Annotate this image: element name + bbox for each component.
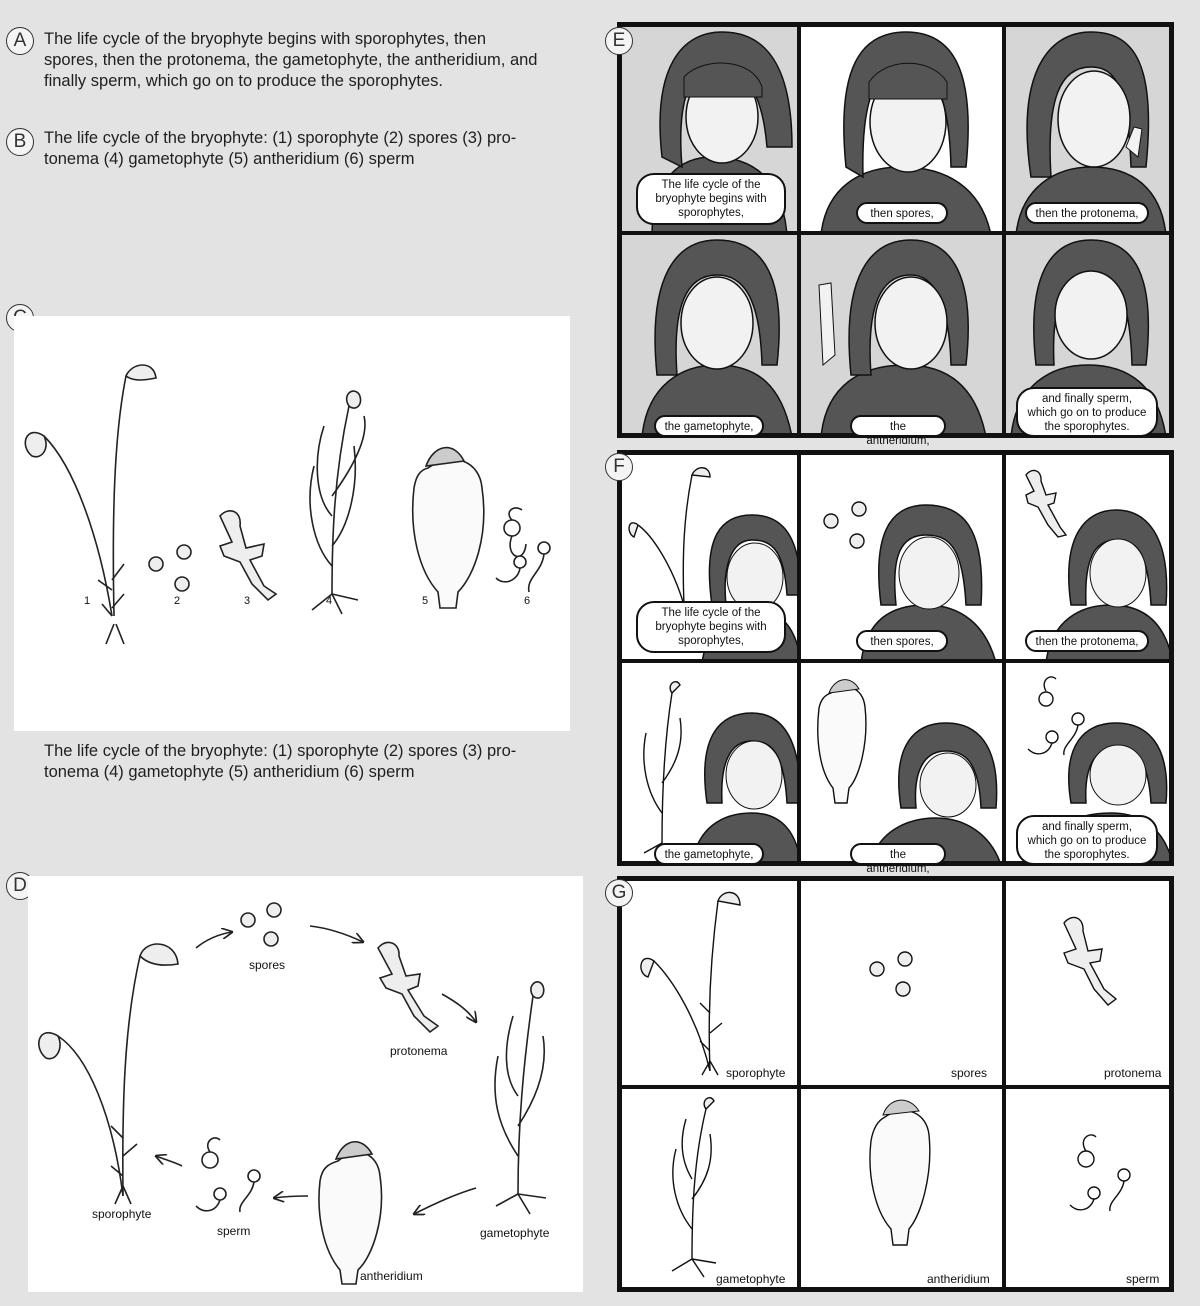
bubble-line: then the protonema, (1035, 636, 1139, 648)
presenter-figure (801, 235, 1004, 435)
label-f: F (605, 453, 633, 481)
bubble-line: then spores, (870, 636, 934, 648)
panel-f-comic (617, 450, 1174, 875)
f-cell-5 (799, 661, 1004, 863)
c-number-4: 4 (326, 595, 333, 607)
e-bubble-2 (856, 202, 948, 224)
spores-illustration (801, 881, 1004, 1087)
bubble-line: then the protonema, (1035, 208, 1139, 220)
e-cell-4 (620, 233, 799, 435)
text-a-line: finally sperm, which go on to produce the sporophytes. (44, 72, 443, 90)
d-label-gametophyte: gametophyte (480, 1226, 550, 1240)
f-bubble-2 (856, 630, 948, 652)
e-bubble-3 (1025, 202, 1149, 224)
panel-c-figure (14, 316, 570, 731)
g-cell-spores (799, 879, 1004, 1087)
label-g: G (605, 879, 633, 907)
label-a: A (6, 27, 34, 55)
g-cell-gametophyte (620, 1087, 799, 1289)
d-label-antheridium: antheridium (360, 1269, 423, 1283)
bubble-line: the antheridium, (866, 421, 930, 447)
bubble-line: sporophytes, (678, 207, 744, 219)
f-cell-4 (620, 661, 799, 863)
g-caption-antheridium: antheridium (927, 1272, 990, 1286)
g-caption-gametophyte: gametophyte (716, 1272, 786, 1286)
label-b: B (6, 128, 34, 156)
d-label-sporophyte: sporophyte (92, 1207, 152, 1221)
d-label-protonema: protonema (390, 1044, 448, 1058)
c-number-3: 3 (244, 595, 251, 607)
f-bubble-6 (1016, 815, 1158, 865)
bubble-line: bryophyte begins with (655, 621, 767, 633)
label-e: E (605, 27, 633, 55)
presenter-figure (622, 235, 799, 435)
c-number-6: 6 (524, 595, 531, 607)
text-c-line: tonema (4) gametophyte (5) antheridium (6) sperm (44, 763, 415, 781)
bubble-line: bryophyte begins with (655, 193, 767, 205)
text-a-line: spores, then the protonema, the gametophyte, the antheridium, and (44, 51, 538, 69)
c-number-2: 2 (174, 595, 181, 607)
f-bubble-5 (850, 843, 946, 875)
life-cycle-row-illustration (14, 316, 570, 731)
sporophyte-stalk (113, 376, 126, 616)
gametophyte-illustration (622, 1089, 799, 1289)
bubble-line: The life cycle of the (661, 607, 761, 619)
bubble-line: and finally sperm, (1041, 393, 1133, 405)
bubble-line: sporophytes, (678, 635, 744, 647)
d-label-spores: spores (249, 958, 286, 972)
g-caption-spores: spores (951, 1066, 988, 1080)
g-cell-protonema (1004, 879, 1171, 1087)
e-cell-5 (799, 233, 1004, 435)
antheridium-illustration (801, 1089, 1004, 1289)
f-bubble-4 (654, 843, 764, 865)
g-caption-protonema: protonema (1104, 1066, 1162, 1080)
bubble-line: the antheridium, (866, 849, 930, 875)
bubble-line: and finally sperm, (1041, 821, 1133, 833)
e-bubble-1 (636, 173, 786, 225)
sporophyte-illustration (622, 881, 799, 1087)
e-bubble-5 (850, 415, 946, 447)
bubble-line: then spores, (870, 208, 934, 220)
c-number-5: 5 (422, 595, 429, 607)
text-c (44, 741, 516, 783)
protonema-illustration (1006, 881, 1171, 1087)
bubble-line: The life cycle of the (661, 179, 761, 191)
panel-g-comic (617, 876, 1174, 1292)
text-b-line: tonema (4) gametophyte (5) antheridium (6) sperm (44, 150, 415, 168)
g-caption-sperm: sperm (1126, 1272, 1160, 1286)
presenter-with-antheridium (801, 663, 1004, 863)
bubble-line: the gametophyte, (664, 421, 754, 433)
g-caption-sporophyte: sporophyte (726, 1066, 786, 1080)
g-cell-sporophyte (620, 879, 799, 1087)
c-number-1: 1 (84, 595, 91, 607)
sperm-illustration (1006, 1089, 1171, 1289)
bubble-line: the gametophyte, (664, 849, 754, 861)
text-b (44, 128, 516, 170)
text-b-line: The life cycle of the bryophyte: (1) sporophyte (2) spores (3) pro- (44, 129, 517, 147)
d-label-sperm: sperm (217, 1224, 251, 1238)
bubble-line: which go on to produce (1027, 835, 1147, 847)
bubble-line: which go on to produce (1027, 407, 1147, 419)
bubble-line: the sporophytes. (1044, 421, 1130, 433)
text-c-line: The life cycle of the bryophyte: (1) sporophyte (2) spores (3) pro- (44, 742, 517, 760)
presenter-with-gametophyte (622, 663, 799, 863)
g-cell-sperm (1004, 1087, 1171, 1289)
bubble-line: the sporophytes. (1044, 849, 1130, 861)
e-bubble-6 (1016, 387, 1158, 437)
f-bubble-3 (1025, 630, 1149, 652)
text-a-line: The life cycle of the bryophyte begins with sporophytes, then (44, 30, 487, 48)
panel-e-comic (617, 22, 1174, 447)
sporophyte-capsule (126, 365, 156, 380)
text-a (44, 29, 538, 92)
f-bubble-1 (636, 601, 786, 653)
g-cell-antheridium (799, 1087, 1004, 1289)
label-d: D (6, 872, 34, 900)
panel-d-figure (28, 876, 583, 1292)
e-bubble-4 (654, 415, 764, 437)
